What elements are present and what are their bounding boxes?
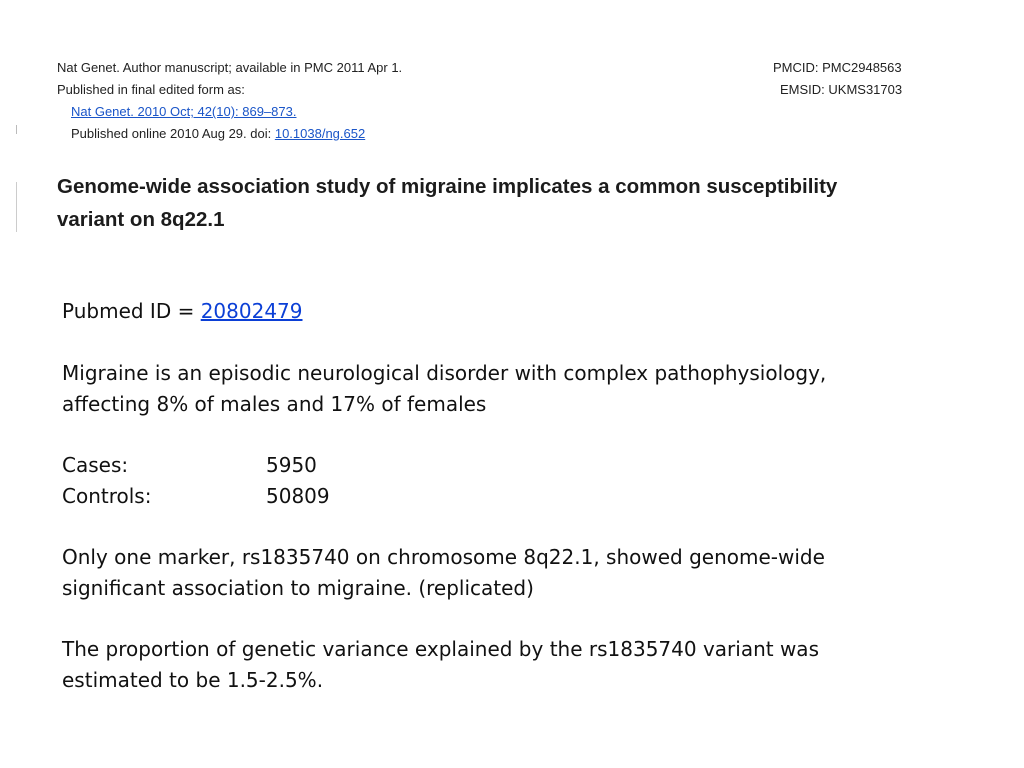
text-line: Migraine is an episodic neurological disorder with complex pathophysiology, <box>62 361 827 385</box>
controls-row <box>62 481 330 512</box>
text-line: estimated to be 1.5-2.5%. <box>62 668 324 692</box>
text-line: significant association to migraine. (replicated) <box>62 576 534 600</box>
variance-paragraph <box>62 634 819 696</box>
published-in-label: Published in final edited form as: <box>57 82 245 97</box>
sample-counts <box>62 450 330 512</box>
text-line: Only one marker, rs1835740 on chromosome 8q22.1, showed genome-wide <box>62 545 825 569</box>
pubmed-id-link[interactable]: 20802479 <box>200 299 303 323</box>
article-title-line: variant on 8q22.1 <box>57 208 225 231</box>
doi-link[interactable]: 10.1038/ng.652 <box>274 126 366 141</box>
text-line: affecting 8% of males and 17% of females <box>62 392 487 416</box>
article-title-line: Genome-wide association study of migraine implicates a common susceptibility <box>57 175 838 198</box>
manuscript-availability: Nat Genet. Author manuscript; available in PMC 2011 Apr 1. <box>57 60 403 75</box>
cases-label: Cases: <box>62 453 129 477</box>
pubmed-line <box>62 296 303 327</box>
text-line: The proportion of genetic variance explained by the rs1835740 variant was <box>62 637 819 661</box>
pubmed-label: Pubmed ID = <box>62 299 201 323</box>
citation-link[interactable]: Nat Genet. 2010 Oct; 42(10): 869–873. <box>71 104 297 119</box>
article-title <box>57 170 937 236</box>
pmcid: PMCID: PMC2948563 <box>773 60 902 75</box>
margin-mark <box>16 182 17 232</box>
margin-mark <box>16 125 17 134</box>
emsid: EMSID: UKMS31703 <box>780 82 903 97</box>
published-online <box>71 126 365 142</box>
controls-value: 50809 <box>266 484 330 508</box>
intro-paragraph <box>62 358 826 420</box>
cases-row <box>62 450 330 481</box>
controls-label: Controls: <box>62 484 152 508</box>
citation-link-wrap <box>71 104 296 120</box>
marker-paragraph <box>62 542 825 604</box>
published-online-label: Published online 2010 Aug 29. doi: <box>71 126 275 141</box>
cases-value: 5950 <box>266 453 317 477</box>
